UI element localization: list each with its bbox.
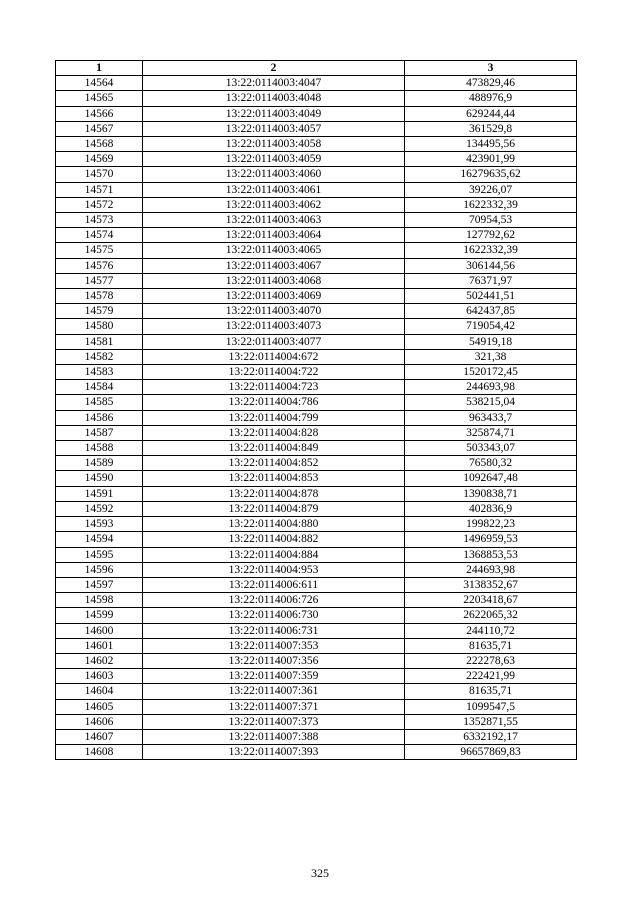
cadastral-number-cell: 13:22:0114007:359 — [143, 669, 405, 684]
value-cell: 3138352,67 — [405, 577, 577, 592]
value-cell: 1622332,39 — [405, 197, 577, 212]
value-cell: 244110,72 — [405, 623, 577, 638]
table-header-row — [56, 61, 577, 76]
cadastral-number-cell: 13:22:0114007:388 — [143, 729, 405, 744]
value-cell: 402836,9 — [405, 501, 577, 516]
cadastral-number-cell: 13:22:0114003:4077 — [143, 334, 405, 349]
row-number-cell: 14602 — [56, 653, 143, 668]
value-cell: 70954,53 — [405, 213, 577, 228]
value-cell: 76580,32 — [405, 456, 577, 471]
value-cell: 503343,07 — [405, 441, 577, 456]
table-row — [56, 182, 577, 197]
row-number-cell: 14588 — [56, 441, 143, 456]
value-cell: 719054,42 — [405, 319, 577, 334]
cadastral-number-cell: 13:22:0114004:953 — [143, 562, 405, 577]
row-number-cell: 14594 — [56, 532, 143, 547]
table-row — [56, 501, 577, 516]
table-row — [56, 638, 577, 653]
cadastral-number-cell: 13:22:0114003:4067 — [143, 258, 405, 273]
value-cell: 325874,71 — [405, 425, 577, 440]
cadastral-number-cell: 13:22:0114003:4058 — [143, 137, 405, 152]
cadastral-number-cell: 13:22:0114004:672 — [143, 349, 405, 364]
column-header-cadastral-number: 2 — [143, 61, 405, 76]
value-cell: 1496959,53 — [405, 532, 577, 547]
cadastral-number-cell: 13:22:0114007:373 — [143, 714, 405, 729]
row-number-cell: 14568 — [56, 137, 143, 152]
table-body — [56, 76, 577, 760]
value-cell: 321,38 — [405, 349, 577, 364]
value-cell: 1352871,55 — [405, 714, 577, 729]
row-number-cell: 14608 — [56, 745, 143, 760]
row-number-cell: 14590 — [56, 471, 143, 486]
row-number-cell: 14576 — [56, 258, 143, 273]
cadastral-number-cell: 13:22:0114004:799 — [143, 410, 405, 425]
cadastral-number-cell: 13:22:0114003:4065 — [143, 243, 405, 258]
cadastral-number-cell: 13:22:0114004:786 — [143, 395, 405, 410]
row-number-cell: 14578 — [56, 289, 143, 304]
value-cell: 1390838,71 — [405, 486, 577, 501]
row-number-cell: 14596 — [56, 562, 143, 577]
row-number-cell: 14565 — [56, 91, 143, 106]
column-header-value: 3 — [405, 61, 577, 76]
row-number-cell: 14577 — [56, 273, 143, 288]
cadastral-number-cell: 13:22:0114003:4064 — [143, 228, 405, 243]
table-row — [56, 577, 577, 592]
cadastral-number-cell: 13:22:0114004:880 — [143, 517, 405, 532]
table-row — [56, 258, 577, 273]
cadastral-value-table — [55, 60, 577, 760]
table-row — [56, 714, 577, 729]
cadastral-number-cell: 13:22:0114003:4069 — [143, 289, 405, 304]
table-row — [56, 167, 577, 182]
cadastral-number-cell: 13:22:0114004:852 — [143, 456, 405, 471]
row-number-cell: 14574 — [56, 228, 143, 243]
table-row — [56, 365, 577, 380]
value-cell: 1368853,53 — [405, 547, 577, 562]
value-cell: 76371,97 — [405, 273, 577, 288]
table-row — [56, 380, 577, 395]
table-row — [56, 106, 577, 121]
table-row — [56, 197, 577, 212]
column-header-number: 1 — [56, 61, 143, 76]
row-number-cell: 14575 — [56, 243, 143, 258]
table-row — [56, 121, 577, 136]
table-row — [56, 684, 577, 699]
table-row — [56, 517, 577, 532]
value-cell: 39226,07 — [405, 182, 577, 197]
row-number-cell: 14600 — [56, 623, 143, 638]
cadastral-number-cell: 13:22:0114006:611 — [143, 577, 405, 592]
value-cell: 127792,62 — [405, 228, 577, 243]
value-cell: 81635,71 — [405, 638, 577, 653]
page-number: 325 — [311, 866, 329, 880]
table-row — [56, 228, 577, 243]
value-cell: 16279635,62 — [405, 167, 577, 182]
table-row — [56, 699, 577, 714]
row-number-cell: 14593 — [56, 517, 143, 532]
row-number-cell: 14586 — [56, 410, 143, 425]
table-row — [56, 593, 577, 608]
table-row — [56, 410, 577, 425]
table-row — [56, 425, 577, 440]
cadastral-number-cell: 13:22:0114003:4047 — [143, 76, 405, 91]
cadastral-number-cell: 13:22:0114003:4063 — [143, 213, 405, 228]
value-cell: 963433,7 — [405, 410, 577, 425]
cadastral-number-cell: 13:22:0114003:4073 — [143, 319, 405, 334]
row-number-cell: 14582 — [56, 349, 143, 364]
row-number-cell: 14605 — [56, 699, 143, 714]
row-number-cell: 14570 — [56, 167, 143, 182]
cadastral-number-cell: 13:22:0114007:361 — [143, 684, 405, 699]
value-cell: 538215,04 — [405, 395, 577, 410]
table-row — [56, 669, 577, 684]
row-number-cell: 14598 — [56, 593, 143, 608]
value-cell: 134495,56 — [405, 137, 577, 152]
cadastral-number-cell: 13:22:0114003:4060 — [143, 167, 405, 182]
cadastral-number-cell: 13:22:0114003:4049 — [143, 106, 405, 121]
value-cell: 642437,85 — [405, 304, 577, 319]
table-row — [56, 91, 577, 106]
cadastral-number-cell: 13:22:0114006:726 — [143, 593, 405, 608]
cadastral-number-cell: 13:22:0114007:393 — [143, 745, 405, 760]
row-number-cell: 14564 — [56, 76, 143, 91]
value-cell: 244693,98 — [405, 380, 577, 395]
value-cell: 361529,8 — [405, 121, 577, 136]
row-number-cell: 14572 — [56, 197, 143, 212]
cadastral-number-cell: 13:22:0114007:353 — [143, 638, 405, 653]
cadastral-number-cell: 13:22:0114006:731 — [143, 623, 405, 638]
row-number-cell: 14567 — [56, 121, 143, 136]
value-cell: 54919,18 — [405, 334, 577, 349]
table-row — [56, 608, 577, 623]
cadastral-number-cell: 13:22:0114003:4059 — [143, 152, 405, 167]
value-cell: 1622332,39 — [405, 243, 577, 258]
table-row — [56, 471, 577, 486]
cadastral-number-cell: 13:22:0114004:723 — [143, 380, 405, 395]
row-number-cell: 14597 — [56, 577, 143, 592]
row-number-cell: 14585 — [56, 395, 143, 410]
value-cell: 473829,46 — [405, 76, 577, 91]
row-number-cell: 14581 — [56, 334, 143, 349]
value-cell: 222421,99 — [405, 669, 577, 684]
row-number-cell: 14573 — [56, 213, 143, 228]
value-cell: 1099547,5 — [405, 699, 577, 714]
value-cell: 96657869,83 — [405, 745, 577, 760]
table-row — [56, 76, 577, 91]
row-number-cell: 14603 — [56, 669, 143, 684]
cadastral-number-cell: 13:22:0114004:828 — [143, 425, 405, 440]
cadastral-number-cell: 13:22:0114007:356 — [143, 653, 405, 668]
table-row — [56, 213, 577, 228]
row-number-cell: 14580 — [56, 319, 143, 334]
table-row — [56, 319, 577, 334]
table-row — [56, 486, 577, 501]
value-cell: 423901,99 — [405, 152, 577, 167]
value-cell: 2622065,32 — [405, 608, 577, 623]
table-row — [56, 304, 577, 319]
row-number-cell: 14584 — [56, 380, 143, 395]
value-cell: 222278,63 — [405, 653, 577, 668]
table-row — [56, 532, 577, 547]
cadastral-number-cell: 13:22:0114007:371 — [143, 699, 405, 714]
value-cell: 1092647,48 — [405, 471, 577, 486]
cadastral-number-cell: 13:22:0114004:853 — [143, 471, 405, 486]
cadastral-number-cell: 13:22:0114003:4068 — [143, 273, 405, 288]
table-row — [56, 349, 577, 364]
cadastral-number-cell: 13:22:0114003:4062 — [143, 197, 405, 212]
row-number-cell: 14566 — [56, 106, 143, 121]
value-cell: 199822,23 — [405, 517, 577, 532]
row-number-cell: 14592 — [56, 501, 143, 516]
table-row — [56, 395, 577, 410]
cadastral-number-cell: 13:22:0114004:878 — [143, 486, 405, 501]
row-number-cell: 14591 — [56, 486, 143, 501]
table-row — [56, 729, 577, 744]
table-row — [56, 334, 577, 349]
cadastral-number-cell: 13:22:0114003:4048 — [143, 91, 405, 106]
value-cell: 306144,56 — [405, 258, 577, 273]
row-number-cell: 14604 — [56, 684, 143, 699]
value-cell: 629244,44 — [405, 106, 577, 121]
table-row — [56, 745, 577, 760]
table-row — [56, 441, 577, 456]
value-cell: 502441,51 — [405, 289, 577, 304]
table-row — [56, 562, 577, 577]
row-number-cell: 14583 — [56, 365, 143, 380]
table-row — [56, 273, 577, 288]
row-number-cell: 14587 — [56, 425, 143, 440]
row-number-cell: 14607 — [56, 729, 143, 744]
value-cell: 6332192,17 — [405, 729, 577, 744]
table-row — [56, 547, 577, 562]
table-row — [56, 623, 577, 638]
cadastral-number-cell: 13:22:0114004:884 — [143, 547, 405, 562]
row-number-cell: 14579 — [56, 304, 143, 319]
cadastral-number-cell: 13:22:0114004:879 — [143, 501, 405, 516]
value-cell: 81635,71 — [405, 684, 577, 699]
row-number-cell: 14589 — [56, 456, 143, 471]
row-number-cell: 14601 — [56, 638, 143, 653]
row-number-cell: 14599 — [56, 608, 143, 623]
value-cell: 1520172,45 — [405, 365, 577, 380]
table-row — [56, 653, 577, 668]
cadastral-number-cell: 13:22:0114004:849 — [143, 441, 405, 456]
cadastral-number-cell: 13:22:0114003:4057 — [143, 121, 405, 136]
cadastral-number-cell: 13:22:0114006:730 — [143, 608, 405, 623]
row-number-cell: 14595 — [56, 547, 143, 562]
cadastral-number-cell: 13:22:0114004:882 — [143, 532, 405, 547]
table-row — [56, 137, 577, 152]
table-row — [56, 456, 577, 471]
table-row — [56, 243, 577, 258]
value-cell: 488976,9 — [405, 91, 577, 106]
value-cell: 244693,98 — [405, 562, 577, 577]
table-row — [56, 152, 577, 167]
table-row — [56, 289, 577, 304]
row-number-cell: 14606 — [56, 714, 143, 729]
row-number-cell: 14569 — [56, 152, 143, 167]
row-number-cell: 14571 — [56, 182, 143, 197]
cadastral-number-cell: 13:22:0114003:4070 — [143, 304, 405, 319]
cadastral-number-cell: 13:22:0114003:4061 — [143, 182, 405, 197]
value-cell: 2203418,67 — [405, 593, 577, 608]
cadastral-number-cell: 13:22:0114004:722 — [143, 365, 405, 380]
